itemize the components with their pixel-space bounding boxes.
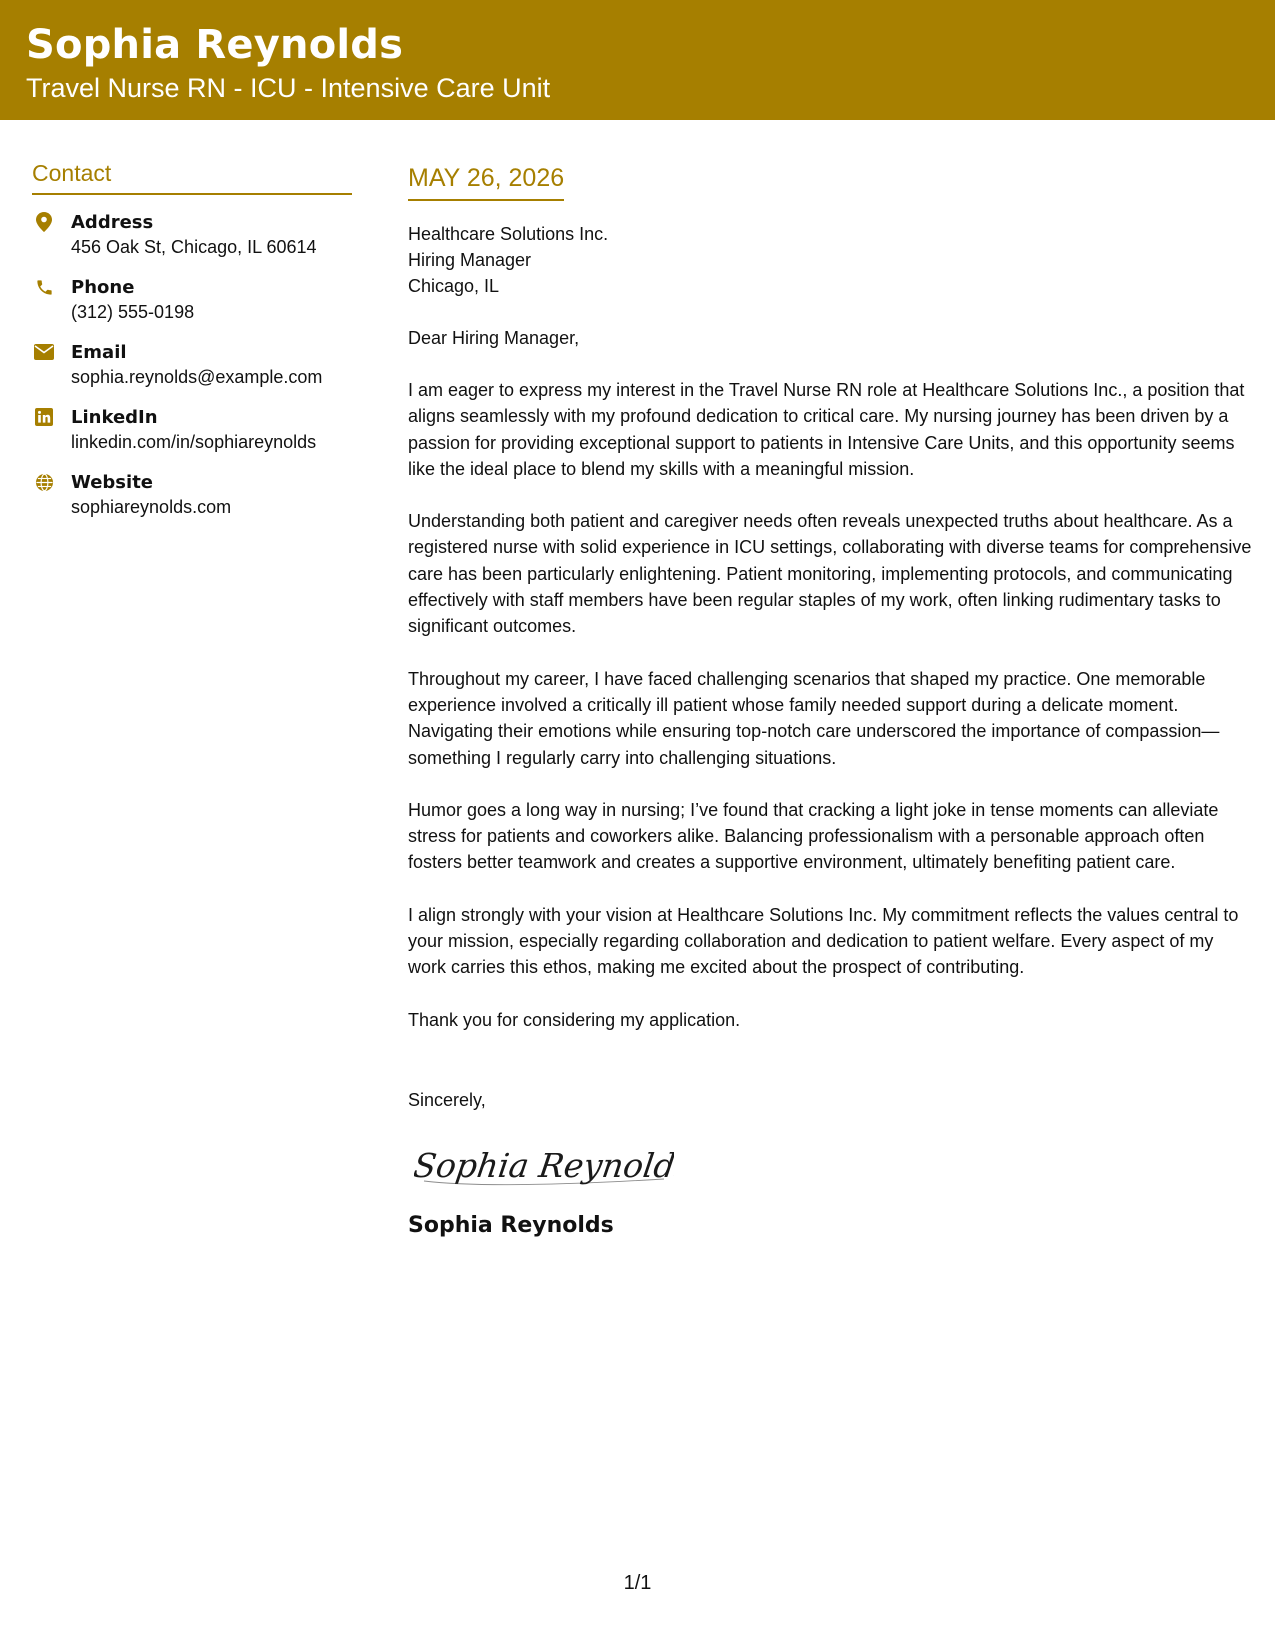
website-value: sophiareynolds.com — [71, 497, 232, 517]
paragraph: Understanding both patient and caregiver needs often reveals unexpected truths about healthcare. As a registered nurse with solid experience in ICU settings, collaborating with diverse teams for comprehensive care has been particularly enlightening. Patient monitoring, implementing protocols, and communicating effectively with staff members have been regular staples of my work, often linking rudimentary tasks to significant outcomes. — [408, 511, 1252, 637]
email-label: Email — [71, 342, 127, 363]
contact-heading: Contact — [32, 160, 352, 195]
closing: Sincerely, — [408, 1089, 486, 1110]
header-banner — [0, 0, 1275, 120]
globe-icon — [34, 472, 54, 492]
recipient-location: Chicago, IL — [408, 276, 500, 296]
recipient-block — [408, 221, 1253, 299]
address-label: Address — [71, 212, 154, 233]
page-number: 1/1 — [623, 1572, 652, 1594]
contact-phone — [32, 276, 352, 324]
paragraph: Humor goes a long way in nursing; I’ve found that cracking a light joke in tense moments can alleviate stress for patients and coworkers alike. Balancing professionalism with a personable approach often fosters better teamwork and creates a supportive environment, ultimately benefiting patient care. — [408, 799, 1219, 873]
linkedin-label: LinkedIn — [71, 407, 158, 428]
signature-text: Sophia Reynolds — [414, 1146, 674, 1185]
linkedin-value: linkedin.com/in/sophiareynolds — [71, 432, 317, 452]
salutation: Dear Hiring Manager, — [408, 328, 580, 348]
contact-email — [32, 341, 352, 389]
phone-value: (312) 555-0198 — [71, 302, 195, 322]
email-value: sophia.reynolds@example.com — [71, 367, 323, 387]
signer-name: Sophia Reynolds — [408, 1212, 614, 1238]
location-pin-icon — [34, 212, 54, 232]
phone-label: Phone — [71, 277, 135, 298]
applicant-name: Sophia Reynolds — [26, 22, 404, 68]
linkedin-icon — [34, 407, 54, 427]
paragraph: I align strongly with your vision at Healthcare Solutions Inc. My commitment reflects the values central to your mission, especially regarding collaboration and dedication to patient welfare. Every aspect of my work carries this ethos, making me excited about the prospect of contributing. — [408, 904, 1239, 978]
recipient-role: Hiring Manager — [408, 250, 532, 270]
letter-body — [408, 164, 1253, 1238]
paragraph: I am eager to express my interest in the Travel Nurse RN role at Healthcare Solutions Inc., a position that aligns seamlessly with my profound dedication to critical care. My nursing journey has been driven by a passion for providing exceptional support to patients in Intensive Care Units, and this opportunity seems like the ideal place to blend my skills with a meaningful mission. — [408, 380, 1245, 479]
contact-website — [32, 471, 352, 519]
contact-address — [32, 211, 352, 259]
phone-icon — [34, 277, 54, 297]
address-value: 456 Oak St, Chicago, IL 60614 — [71, 237, 317, 257]
paragraph: Throughout my career, I have faced challenging scenarios that shaped my practice. One memorable experience involved a critically ill patient whose family needed support during a delicate moment. Navigating their emotions while ensuring top-notch care underscored the importance of compassion—something I regularly carry into challenging situations. — [408, 668, 1220, 768]
paragraph: Thank you for considering my application. — [408, 1009, 741, 1030]
letter-date: MAY 26, 2026 — [408, 164, 564, 201]
handwritten-signature — [414, 1135, 674, 1195]
website-label: Website — [71, 472, 154, 493]
recipient-company: Healthcare Solutions Inc. — [408, 224, 609, 244]
contact-sidebar — [32, 160, 352, 536]
envelope-icon — [34, 342, 54, 362]
contact-linkedin — [32, 406, 352, 454]
job-title: Travel Nurse RN - ICU - Intensive Care Unit — [26, 73, 551, 103]
